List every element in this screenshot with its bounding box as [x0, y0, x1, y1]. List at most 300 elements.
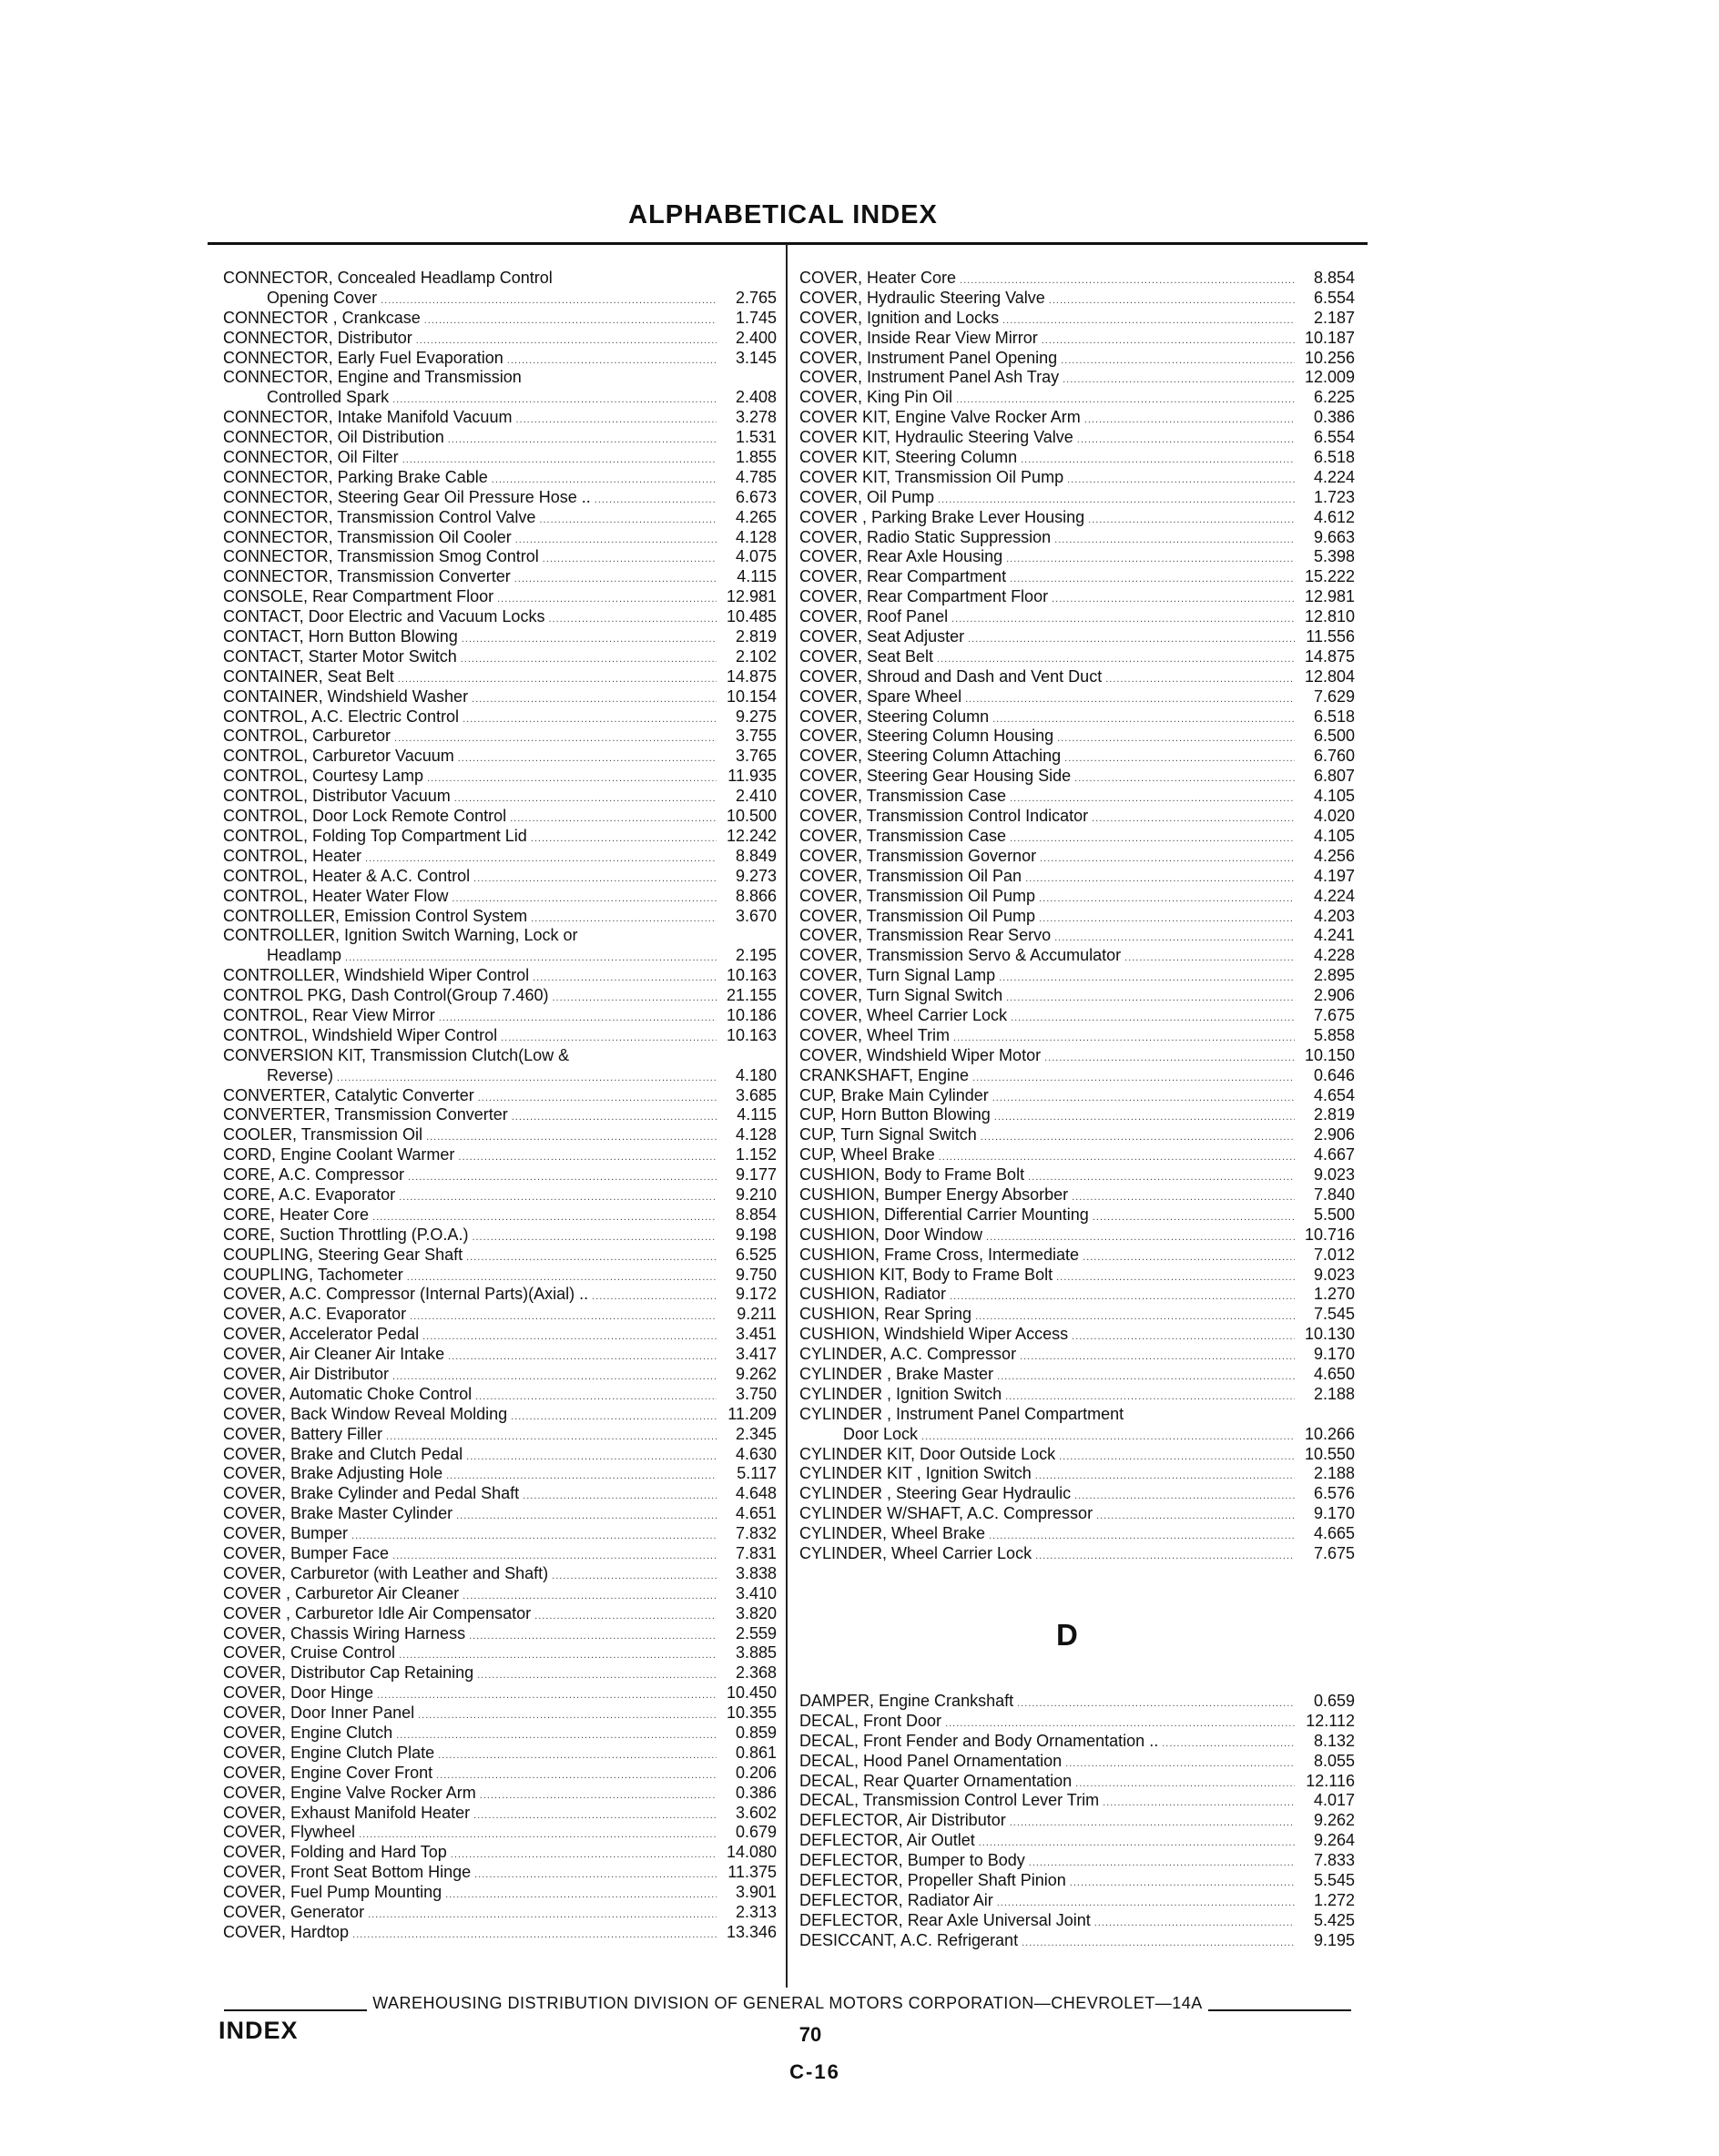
dot-leader: [426, 1128, 717, 1148]
index-term: COVER, Seat Belt: [799, 646, 934, 666]
index-page-ref: 10.716: [1304, 1225, 1355, 1244]
index-page-ref: 8.854: [1313, 269, 1355, 287]
index-entry: [799, 787, 1355, 807]
footer-distribution-line: [219, 1994, 1357, 2013]
index-term: CUSHION, Rear Spring: [799, 1305, 972, 1324]
index-page-ref: 12.981: [1304, 587, 1355, 606]
index-page-ref: 7.832: [735, 1524, 777, 1543]
dot-leader: [552, 989, 717, 1009]
index-entry: [223, 1504, 777, 1524]
index-entry: [799, 1185, 1355, 1205]
dot-leader: [377, 1686, 717, 1706]
index-entry: [223, 1564, 777, 1584]
index-term: COVER, Door Inner Panel: [223, 1703, 415, 1723]
index-entry: [223, 807, 777, 827]
index-term: COVER, Brake Master Cylinder: [223, 1504, 453, 1523]
index-term: COVER KIT, Steering Column: [799, 448, 1018, 467]
dot-leader: [515, 411, 717, 431]
index-entry: [223, 986, 777, 1006]
index-page-ref: 9.264: [1313, 1831, 1355, 1850]
index-entry: [799, 329, 1355, 349]
index-entry: [799, 1931, 1355, 1951]
dot-leader: [968, 630, 1295, 650]
index-page-ref: 7.833: [1313, 1851, 1355, 1870]
index-entry: [223, 1823, 777, 1843]
index-page-ref: 3.901: [735, 1883, 777, 1902]
index-entry: [223, 966, 777, 986]
index-term: COVER, Transmission Servo & Accumulator: [799, 946, 1122, 965]
index-column-left: [223, 269, 777, 1943]
index-entry: [223, 827, 777, 847]
index-page-ref: 4.654: [1313, 1085, 1355, 1104]
dot-leader: [436, 1766, 717, 1786]
dot-leader: [352, 1926, 717, 1946]
index-term: COVER, A.C. Evaporator: [223, 1305, 407, 1324]
index-entry: [799, 667, 1355, 687]
dot-leader: [523, 1487, 717, 1507]
index-term: Reverse): [267, 1065, 334, 1084]
index-entry: [799, 1325, 1355, 1345]
dot-leader: [1006, 989, 1295, 1009]
dot-leader: [514, 570, 717, 590]
index-page-ref: 4.197: [1313, 866, 1355, 885]
index-entry: [799, 1165, 1355, 1185]
index-entry: [799, 1066, 1355, 1086]
index-term: COVER, Folding and Hard Top: [223, 1843, 447, 1862]
index-term: COVER , Carburetor Air Cleaner: [223, 1583, 460, 1602]
index-page-ref: 3.410: [735, 1583, 777, 1602]
dot-leader: [989, 1527, 1295, 1547]
index-term: COVER , Carburetor Idle Air Compensator: [223, 1603, 532, 1622]
index-page-ref: 10.450: [726, 1683, 777, 1703]
index-page-ref: 21.155: [726, 986, 777, 1005]
sub-page-number: C-16: [789, 2060, 840, 2083]
index-page-ref: 2.400: [735, 328, 777, 347]
index-entry: [799, 1385, 1355, 1405]
index-term: DEFLECTOR, Air Distributor: [799, 1811, 1006, 1830]
index-entry: [799, 428, 1355, 448]
dot-leader: [427, 769, 717, 789]
index-term: CONNECTOR, Steering Gear Oil Pressure Hose ..: [223, 487, 591, 506]
index-term: DESICCANT, A.C. Refrigerant: [799, 1930, 1019, 1949]
index-page-ref: 0.206: [735, 1763, 777, 1782]
dot-leader: [994, 1108, 1295, 1128]
index-page-ref: 9.023: [1313, 1165, 1355, 1185]
index-entry: [799, 1445, 1355, 1465]
index-column-right: [799, 269, 1355, 1564]
index-entry: [223, 1724, 777, 1744]
index-page-ref: 2.187: [1313, 308, 1355, 327]
index-entry: [223, 867, 777, 887]
index-entry: [799, 767, 1355, 787]
index-entry: [799, 1425, 1355, 1445]
dot-leader: [972, 1069, 1295, 1089]
index-page-ref: 2.765: [735, 288, 777, 307]
index-entry: [223, 428, 777, 448]
index-entry: [223, 747, 777, 767]
index-term: COVER, Transmission Governor: [799, 846, 1037, 865]
index-page-ref: 6.554: [1313, 428, 1355, 447]
index-entry: [799, 508, 1355, 528]
index-entry: [799, 647, 1355, 667]
index-term: CONNECTOR, Intake Manifold Vacuum: [223, 408, 513, 427]
index-term: CYLINDER , Steering Gear Hydraulic: [799, 1484, 1072, 1503]
index-term: CONTROL PKG, Dash Control(Group 7.460): [223, 986, 549, 1005]
index-page-ref: 9.211: [737, 1305, 777, 1324]
index-page-ref: 0.646: [1313, 1065, 1355, 1084]
index-term: COVER, Rear Compartment Floor: [799, 587, 1049, 606]
index-term: Headlamp: [267, 946, 342, 965]
index-entry: [799, 1732, 1355, 1752]
index-entry: [799, 707, 1355, 727]
index-page-ref: 11.935: [727, 767, 777, 786]
index-term: CONSOLE, Rear Compartment Floor: [223, 587, 494, 606]
index-page-ref: 5.425: [1313, 1910, 1355, 1929]
dot-leader: [534, 1607, 717, 1627]
dot-leader: [1010, 1814, 1295, 1834]
index-page-ref: 10.187: [1304, 328, 1355, 347]
dot-leader: [1010, 829, 1295, 849]
index-page-ref: 4.785: [735, 467, 777, 486]
index-entry: [223, 627, 777, 647]
index-page-ref: 10.500: [726, 807, 777, 826]
index-term: COVER, Air Cleaner Air Intake: [223, 1345, 445, 1364]
index-entry: [799, 1831, 1355, 1851]
dot-leader: [1084, 411, 1295, 431]
index-page-ref: 14.875: [1304, 646, 1355, 666]
dot-leader: [1029, 1854, 1295, 1874]
index-page-ref: 9.023: [1313, 1265, 1355, 1284]
index-term: CONTROL, Courtesy Lamp: [223, 767, 424, 786]
index-term: COVER, Generator: [223, 1903, 365, 1922]
index-entry: [223, 767, 777, 787]
index-entry: [799, 1484, 1355, 1504]
index-entry: [799, 408, 1355, 428]
index-term: COUPLING, Tachometer: [223, 1265, 403, 1284]
index-term: CYLINDER, Wheel Brake: [799, 1524, 986, 1543]
index-page-ref: 8.055: [1313, 1751, 1355, 1770]
dot-leader: [368, 1906, 717, 1926]
index-term: COVER, Transmission Oil Pump: [799, 886, 1036, 905]
index-term: COVER, Battery Filler: [223, 1424, 383, 1443]
index-entry: [799, 1692, 1355, 1712]
index-page-ref: 15.222: [1304, 567, 1355, 586]
dot-leader: [458, 1148, 717, 1168]
dot-leader: [1040, 849, 1295, 870]
index-term: COVER, Brake and Clutch Pedal: [223, 1444, 463, 1463]
dot-leader: [410, 1307, 717, 1327]
index-entry: [223, 309, 777, 329]
index-page-ref: 10.186: [726, 1005, 777, 1024]
index-page-ref: 1.723: [1313, 487, 1355, 506]
index-entry: [799, 1305, 1355, 1325]
dot-leader: [1093, 1208, 1295, 1228]
index-entry: [223, 1484, 777, 1504]
index-term: CONTROL, Rear View Mirror: [223, 1005, 435, 1024]
index-page-ref: 7.840: [1313, 1185, 1355, 1204]
index-term: COVER, Oil Pump: [799, 487, 935, 506]
dot-leader: [473, 870, 717, 890]
index-term: COVER, Steering Column Attaching: [799, 747, 1062, 766]
index-term: COVER, Wheel Carrier Lock: [799, 1005, 1008, 1024]
index-term: CUSHION, Radiator: [799, 1285, 947, 1304]
dot-leader: [1083, 1248, 1295, 1268]
index-term: CONTROL, Folding Top Compartment Lid: [223, 826, 527, 845]
dot-leader: [477, 1666, 717, 1686]
index-term: COVER, Transmission Oil Pan: [799, 866, 1022, 885]
index-entry: [223, 1744, 777, 1764]
index-page-ref: 4.256: [1313, 846, 1355, 865]
index-page-ref: 2.819: [1313, 1105, 1355, 1124]
index-page-ref: 10.150: [1304, 1045, 1355, 1064]
index-term: COVER, Radio Static Suppression: [799, 527, 1052, 546]
dot-leader: [1057, 729, 1295, 749]
index-page-ref: 7.675: [1313, 1544, 1355, 1562]
index-entry: [799, 966, 1355, 986]
index-page-ref: 4.128: [735, 527, 777, 546]
dot-leader: [592, 1287, 717, 1307]
index-term: CUSHION, Differential Carrier Mounting: [799, 1205, 1089, 1224]
index-term: DEFLECTOR, Rear Axle Universal Joint: [799, 1910, 1091, 1929]
index-term: DECAL, Front Door: [799, 1711, 942, 1730]
index-entry: [223, 1345, 777, 1365]
dot-leader: [539, 511, 717, 531]
index-page-ref: 6.525: [735, 1245, 777, 1264]
index-term: COVER, Cruise Control: [223, 1643, 396, 1663]
dot-leader: [466, 1248, 717, 1268]
index-entry: [223, 1305, 777, 1325]
index-entry: [223, 1663, 777, 1683]
index-entry: [223, 1046, 777, 1066]
index-page-ref: 3.750: [735, 1384, 777, 1403]
index-term: COVER, Engine Valve Rocker Arm: [223, 1783, 476, 1802]
dot-leader: [472, 1228, 717, 1248]
index-entry: [799, 1752, 1355, 1772]
index-page-ref: 10.550: [1304, 1444, 1355, 1463]
index-page-ref: 3.885: [735, 1643, 777, 1663]
index-page-ref: 3.765: [735, 747, 777, 766]
index-entry: [223, 1863, 777, 1883]
index-page-ref: 3.670: [735, 906, 777, 925]
index-page-ref: 13.346: [726, 1922, 777, 1941]
index-entry: [223, 289, 777, 309]
index-term: CONTAINER, Windshield Washer: [223, 686, 469, 706]
index-term: COVER, Carburetor (with Leather and Shaft): [223, 1563, 549, 1582]
index-term: COVER, Engine Clutch Plate: [223, 1743, 435, 1762]
index-entry: [799, 946, 1355, 966]
index-page-ref: 12.804: [1304, 666, 1355, 686]
index-entry: [799, 1225, 1355, 1246]
index-entry: [223, 1066, 777, 1086]
index-term: COVER, Roof Panel: [799, 607, 949, 626]
index-term: CONTAINER, Seat Belt: [223, 666, 394, 686]
index-page-ref: 12.009: [1304, 368, 1355, 387]
index-page-ref: 3.602: [735, 1803, 777, 1822]
index-entry: [223, 1006, 777, 1026]
index-page-ref: 2.345: [735, 1424, 777, 1443]
index-page-ref: 4.020: [1313, 807, 1355, 826]
index-term: CYLINDER KIT, Door Outside Lock: [799, 1444, 1056, 1463]
index-column-d: [799, 1692, 1355, 1951]
index-term: CONTROL, Windshield Wiper Control: [223, 1025, 498, 1044]
dot-leader: [448, 431, 717, 451]
index-term: CORE, A.C. Evaporator: [223, 1185, 396, 1204]
index-entry: [223, 667, 777, 687]
index-page-ref: 2.906: [1313, 986, 1355, 1005]
index-term: CONVERTER, Catalytic Converter: [223, 1085, 474, 1104]
index-entry: [799, 448, 1355, 468]
index-entry: [799, 269, 1355, 289]
index-entry: [223, 1385, 777, 1405]
index-entry: [223, 368, 777, 388]
index-entry: [223, 847, 777, 867]
dot-leader: [1067, 471, 1295, 491]
dot-leader: [480, 1786, 717, 1806]
index-term: CONNECTOR, Early Fuel Evaporation: [223, 348, 503, 367]
index-page-ref: 5.500: [1313, 1205, 1355, 1224]
index-entry: [799, 1911, 1355, 1931]
index-term: CONNECTOR, Engine and Transmission: [223, 368, 522, 387]
index-entry: [799, 388, 1355, 408]
index-page-ref: 3.451: [735, 1325, 777, 1344]
index-term: CONTROL, Carburetor Vacuum: [223, 747, 454, 766]
index-entry: [223, 1464, 777, 1484]
index-entry: [799, 547, 1355, 567]
index-page-ref: 7.012: [1313, 1245, 1355, 1264]
index-term: COVER, Chassis Wiring Harness: [223, 1623, 466, 1642]
index-term: COVER, Engine Clutch: [223, 1724, 393, 1743]
index-page-ref: 4.128: [735, 1125, 777, 1144]
index-page-ref: 2.895: [1313, 966, 1355, 985]
index-term: CONTROLLER, Emission Control System: [223, 906, 528, 925]
index-entry: [223, 488, 777, 508]
index-term: CONVERSION KIT, Transmission Clutch(Low &: [223, 1045, 570, 1064]
index-term: COVER, Heater Core: [799, 269, 957, 287]
dot-leader: [1162, 1734, 1295, 1754]
index-entry: [223, 1266, 777, 1286]
dot-leader: [469, 1627, 717, 1647]
index-term: CONNECTOR, Oil Distribution: [223, 428, 444, 447]
index-entry: [223, 508, 777, 528]
dot-leader: [1092, 809, 1295, 829]
dot-leader: [595, 491, 717, 511]
index-page-ref: 4.017: [1313, 1791, 1355, 1810]
index-entry: [223, 1165, 777, 1185]
index-term: COVER, Transmission Case: [799, 787, 1007, 806]
dot-leader: [981, 1128, 1295, 1148]
index-term: CYLINDER W/SHAFT, A.C. Compressor: [799, 1504, 1093, 1523]
index-entry: [799, 1046, 1355, 1066]
index-entry: [223, 1225, 777, 1246]
index-term: Opening Cover: [267, 288, 378, 307]
index-page-ref: 4.105: [1313, 787, 1355, 806]
index-entry: [799, 1105, 1355, 1125]
dot-leader: [543, 550, 717, 570]
dot-leader: [1059, 1448, 1295, 1468]
index-page-ref: 3.755: [735, 727, 777, 746]
index-term: CONTROL, Door Lock Remote Control: [223, 807, 507, 826]
index-term: DEFLECTOR, Propeller Shaft Pinion: [799, 1871, 1066, 1890]
index-entry: [799, 1285, 1355, 1305]
index-entry: [223, 1804, 777, 1824]
index-page-ref: 4.665: [1313, 1524, 1355, 1543]
index-entry: [223, 329, 777, 349]
index-entry: [223, 1883, 777, 1903]
dot-leader: [448, 1348, 717, 1368]
index-entry: [799, 1891, 1355, 1911]
dot-leader: [1011, 1009, 1295, 1029]
index-page-ref: 10.154: [726, 686, 777, 706]
dot-leader: [418, 1706, 717, 1726]
dot-leader: [1017, 1694, 1295, 1714]
index-entry: [799, 587, 1355, 607]
dot-leader: [965, 690, 1295, 710]
index-entry: [799, 727, 1355, 747]
footer-index-label: INDEX: [219, 2017, 299, 2044]
index-term: COVER, Hydraulic Steering Valve: [799, 288, 1045, 307]
index-entry: [223, 1784, 777, 1804]
dot-leader: [1049, 291, 1295, 311]
index-page-ref: 9.172: [735, 1285, 777, 1304]
index-page-ref: 14.080: [726, 1843, 777, 1862]
index-term: CONTROL, Heater Water Flow: [223, 886, 449, 905]
index-entry: [799, 1246, 1355, 1266]
dot-leader: [474, 1866, 717, 1886]
index-entry: [223, 1624, 777, 1644]
index-term: CONTROL, Distributor Vacuum: [223, 787, 451, 806]
index-term: COVER, Seat Adjuster: [799, 627, 965, 646]
index-entry: [799, 1345, 1355, 1365]
index-term: COVER, A.C. Compressor (Internal Parts)(Axial) ..: [223, 1285, 589, 1304]
index-term: COVER, Brake Cylinder and Pedal Shaft: [223, 1484, 520, 1503]
dot-leader: [1044, 1049, 1295, 1069]
index-entry: [223, 1125, 777, 1145]
index-page-ref: 6.500: [1313, 727, 1355, 746]
index-term: COVER, Instrument Panel Ash Tray: [799, 368, 1060, 387]
index-page-ref: 9.663: [1313, 527, 1355, 546]
index-page-ref: 8.866: [735, 886, 777, 905]
dot-leader: [997, 1368, 1295, 1388]
index-page-ref: 9.198: [735, 1225, 777, 1244]
index-term: COVER, Inside Rear View Mirror: [799, 328, 1038, 347]
index-term: COVER, Steering Column: [799, 707, 990, 726]
index-term: CUSHION, Windshield Wiper Access: [799, 1325, 1069, 1344]
dot-leader: [1072, 1327, 1295, 1348]
index-term: CONNECTOR, Parking Brake Cable: [223, 467, 488, 486]
dot-leader: [461, 650, 717, 670]
index-entry: [223, 1246, 777, 1266]
dot-leader: [515, 531, 717, 551]
dot-leader: [463, 710, 717, 730]
dot-leader: [552, 1567, 717, 1587]
dot-leader: [1010, 570, 1295, 590]
dot-leader: [1035, 1467, 1295, 1487]
index-term: COVER, Transmission Case: [799, 826, 1007, 845]
index-page-ref: 10.355: [726, 1703, 777, 1723]
index-entry: [799, 1712, 1355, 1732]
index-page-ref: 6.807: [1313, 767, 1355, 786]
index-term: CONTROL, Heater: [223, 846, 362, 865]
index-page-ref: 12.116: [1306, 1771, 1355, 1790]
dot-leader: [950, 1287, 1295, 1307]
index-page-ref: 9.262: [735, 1364, 777, 1383]
dot-leader: [1124, 949, 1295, 969]
index-page-ref: 10.163: [726, 1025, 777, 1044]
index-entry: [223, 887, 777, 907]
dot-leader: [456, 1507, 717, 1527]
index-term: CONNECTOR, Transmission Control Valve: [223, 507, 536, 526]
index-term: CONTROLLER, Ignition Switch Warning, Lock or: [223, 926, 578, 945]
